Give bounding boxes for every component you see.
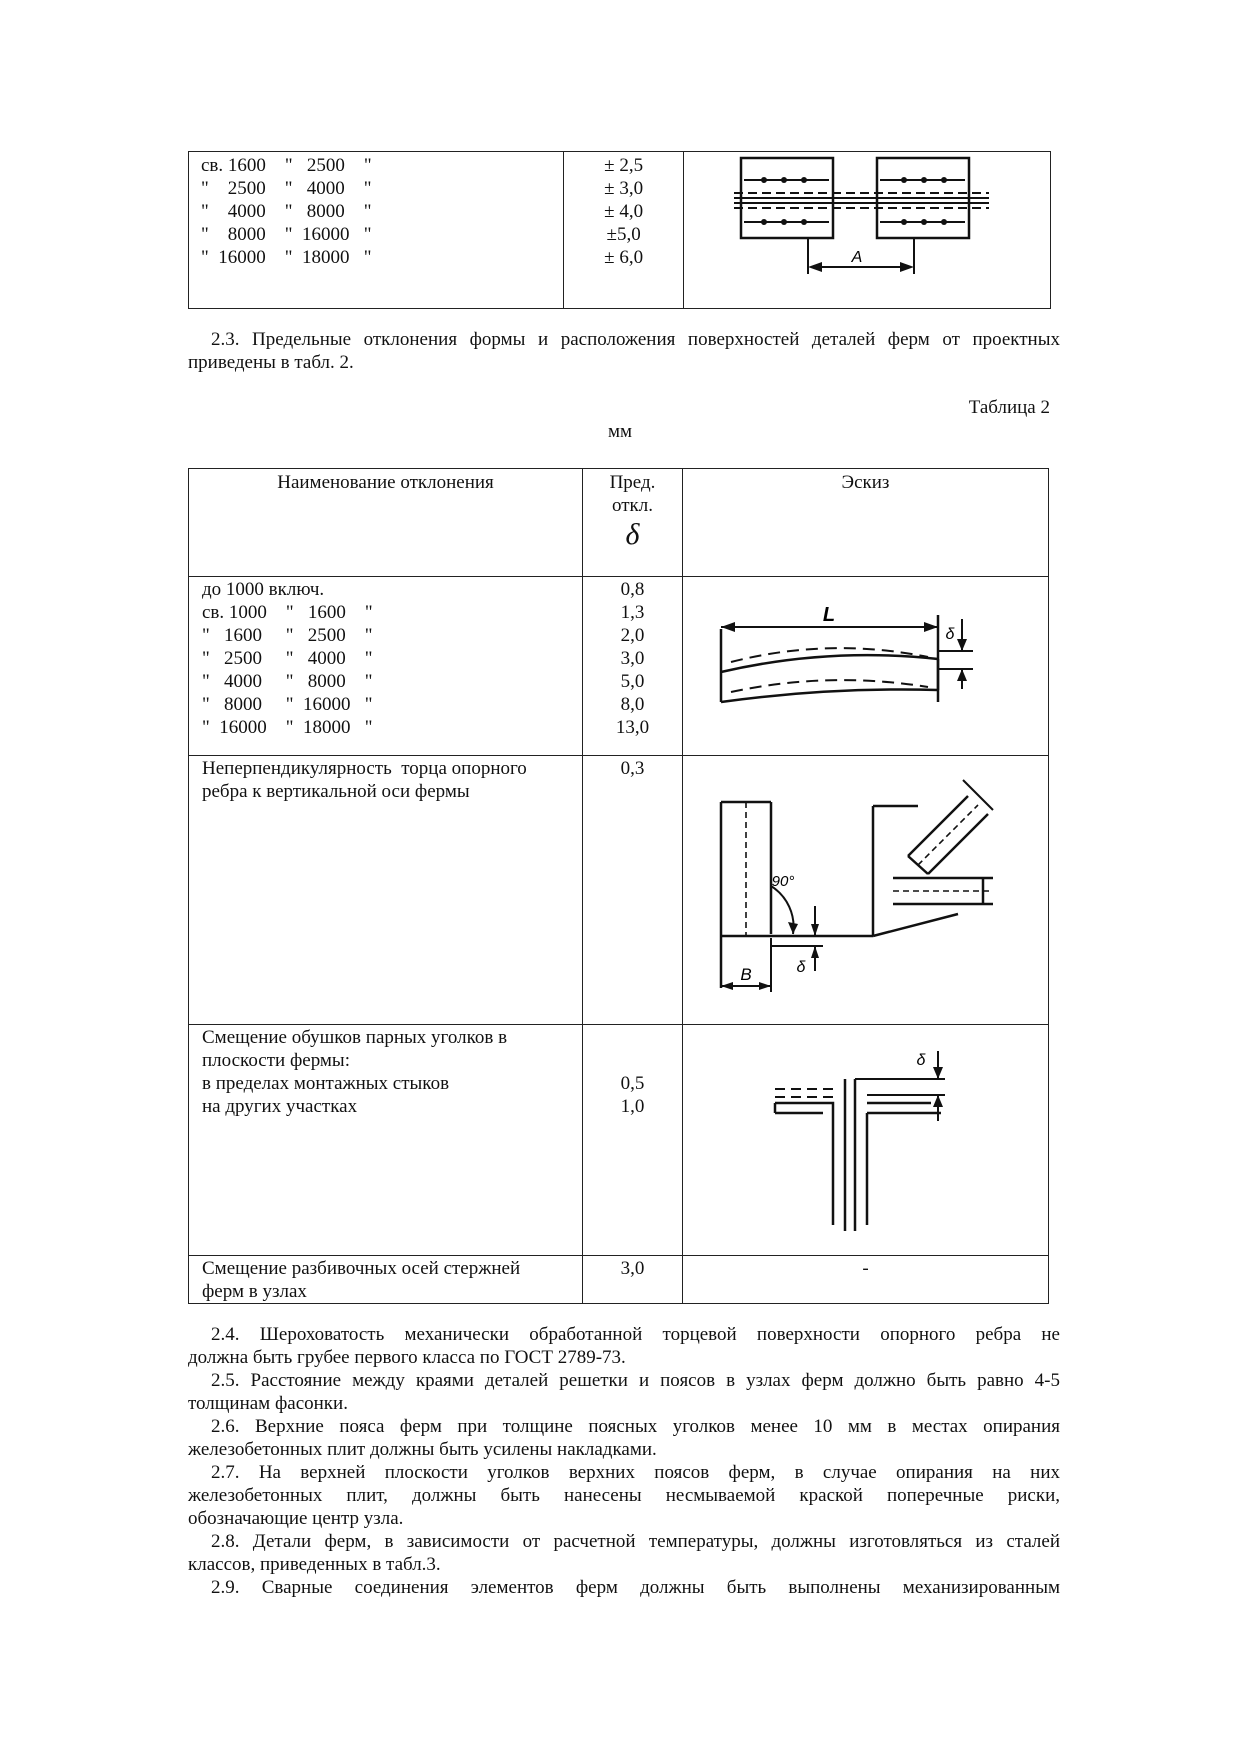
row1-value: 0,8 xyxy=(620,579,645,600)
paragraph-2-6-cont: железобетонных плит должны быть усилены накладками. xyxy=(188,1439,657,1460)
table-row xyxy=(189,1025,1049,1256)
row2-value-cell xyxy=(583,756,683,1025)
row1-value: 13,0 xyxy=(615,717,650,738)
paragraph-2-5: 2.5. Расстояние между краями деталей решетки и поясов в узлах ферм должно быть равно 4-5 xyxy=(211,1370,1060,1391)
paragraph-2-3 xyxy=(188,328,1060,374)
table1-value: ± 4,0 xyxy=(604,201,644,222)
row3-name-cell xyxy=(189,1025,583,1256)
row1-range: до 1000 включ. xyxy=(202,579,325,600)
table-row xyxy=(189,577,1049,756)
sketch-symbol-delta: δ xyxy=(796,959,806,976)
row1-range: " 2500 " 4000 " xyxy=(202,648,373,669)
header-sketch: Эскиз xyxy=(841,472,890,493)
row4-name: Смещение разбивочных осей стержней xyxy=(202,1258,521,1279)
row4-name: ферм в узлах xyxy=(202,1281,307,1302)
table-2-units: мм xyxy=(607,421,633,442)
header-deviation-cell xyxy=(583,469,683,577)
row1-values-cell xyxy=(583,577,683,756)
row1-range: " 4000 " 8000 " xyxy=(202,671,373,692)
table1-value: ±5,0 xyxy=(606,224,641,245)
row3-value: 0,5 xyxy=(620,1073,645,1094)
row1-value: 8,0 xyxy=(620,694,645,715)
paragraph-2-6: 2.6. Верхние пояса ферм при толщине поясных уголков менее 10 мм в местах опирания xyxy=(211,1416,1060,1437)
row1-range: " 1600 " 2500 " xyxy=(202,625,373,646)
paragraph-2-8-cont: классов, приведенных в табл.3. xyxy=(188,1554,441,1575)
splice-distance-sketch xyxy=(684,152,1050,302)
row2-value: 0,3 xyxy=(620,758,645,779)
table1-range: " 2500 " 4000 " xyxy=(201,178,372,199)
row3-sketch-cell xyxy=(683,1025,1049,1256)
row1-range: " 16000 " 18000 " xyxy=(202,717,373,738)
paragraph-2-7: 2.7. На верхней плоскости уголков верхних поясов ферм, в случае опирания на них xyxy=(211,1462,1060,1483)
table-row xyxy=(189,1256,1049,1304)
row3-name: в пределах монтажных стыков xyxy=(202,1073,450,1094)
header-sketch-cell xyxy=(683,469,1049,577)
table1-values-cell xyxy=(564,152,684,309)
table1-sketch-cell xyxy=(684,152,1051,309)
sketch-symbol-delta: δ xyxy=(945,626,955,643)
row1-range: " 8000 " 16000 " xyxy=(202,694,373,715)
row4-sketch-cell xyxy=(683,1256,1049,1304)
header-dev-symbol: δ xyxy=(625,518,640,551)
paragraph-line: приведены в табл. 2. xyxy=(188,352,354,373)
row3-name: плоскости фермы: xyxy=(202,1050,350,1071)
table-1 xyxy=(188,151,1051,309)
paragraph-2-7-cont: обозначающие центр узла. xyxy=(188,1508,404,1529)
row2-name: Неперпендикулярность торца опорного xyxy=(202,758,527,779)
paragraph-2-5-cont: толщинам фасонки. xyxy=(188,1393,348,1414)
row3-value: 1,0 xyxy=(620,1096,645,1117)
row1-value: 2,0 xyxy=(620,625,645,646)
paragraphs-block xyxy=(188,1323,1060,1599)
table-row xyxy=(189,756,1049,1025)
angle-offset-sketch xyxy=(683,1025,1047,1249)
sketch-label-a: A xyxy=(851,249,863,266)
paragraph-2-9: 2.9. Сварные соединения элементов ферм должны быть выполнены механизированным xyxy=(211,1577,1060,1598)
perpendicularity-sketch xyxy=(683,756,1047,1018)
header-dev-line: откл. xyxy=(611,495,653,516)
row4-sketch-dash: - xyxy=(862,1258,869,1279)
header-name: Наименование отклонения xyxy=(277,472,494,493)
table1-value: ± 2,5 xyxy=(604,155,644,176)
row3-name: на других участках xyxy=(202,1096,358,1117)
row1-value: 1,3 xyxy=(620,602,645,623)
row4-value-cell xyxy=(583,1256,683,1304)
row3-name: Смещение обушков парных уголков в xyxy=(202,1027,508,1048)
header-name-cell xyxy=(189,469,583,577)
row4-value: 3,0 xyxy=(620,1258,645,1279)
row1-value: 3,0 xyxy=(620,648,645,669)
table1-ranges-cell xyxy=(189,152,564,309)
row1-range: св. 1000 " 1600 " xyxy=(202,602,373,623)
row3-values-cell xyxy=(583,1025,683,1256)
paragraph-line: 2.3. Предельные отклонения формы и расположения поверхностей деталей ферм от проектных xyxy=(211,329,1060,350)
row2-name-cell xyxy=(189,756,583,1025)
table-2-caption: Таблица 2 xyxy=(968,397,1050,418)
paragraph-2-4-cont: должна быть грубее первого класса по ГОСТ 2789-73. xyxy=(188,1347,626,1368)
row1-value: 5,0 xyxy=(620,671,645,692)
row1-ranges-cell xyxy=(189,577,583,756)
row1-sketch-cell xyxy=(683,577,1049,756)
table1-range: " 8000 " 16000 " xyxy=(201,224,372,245)
sketch-label-l: L xyxy=(822,604,836,626)
paragraph-2-8: 2.8. Детали ферм, в зависимости от расчетной температуры, должны изготовляться из сталей xyxy=(211,1531,1060,1552)
bow-deviation-sketch xyxy=(683,577,1047,749)
table1-value: ± 3,0 xyxy=(604,178,644,199)
sketch-label-b: B xyxy=(740,965,752,984)
paragraph-2-7-cont: железобетонных плит, должны быть нанесены несмываемой краской поперечные риски, xyxy=(188,1485,1060,1506)
table1-value: ± 6,0 xyxy=(604,247,644,268)
sketch-angle-90: 90° xyxy=(771,873,795,890)
row2-sketch-cell xyxy=(683,756,1049,1025)
table2-header-row xyxy=(189,469,1049,577)
row2-name: ребра к вертикальной оси фермы xyxy=(202,781,470,802)
paragraph-2-4: 2.4. Шероховатость механически обработанной торцевой поверхности опорного ребра не xyxy=(211,1324,1060,1345)
table1-range: " 16000 " 18000 " xyxy=(201,247,372,268)
table1-range: св. 1600 " 2500 " xyxy=(201,155,372,176)
table-2 xyxy=(188,468,1049,1304)
header-dev-line: Пред. xyxy=(609,472,656,493)
table1-range: " 4000 " 8000 " xyxy=(201,201,372,222)
sketch-symbol-delta: δ xyxy=(916,1052,926,1069)
row4-name-cell xyxy=(189,1256,583,1304)
